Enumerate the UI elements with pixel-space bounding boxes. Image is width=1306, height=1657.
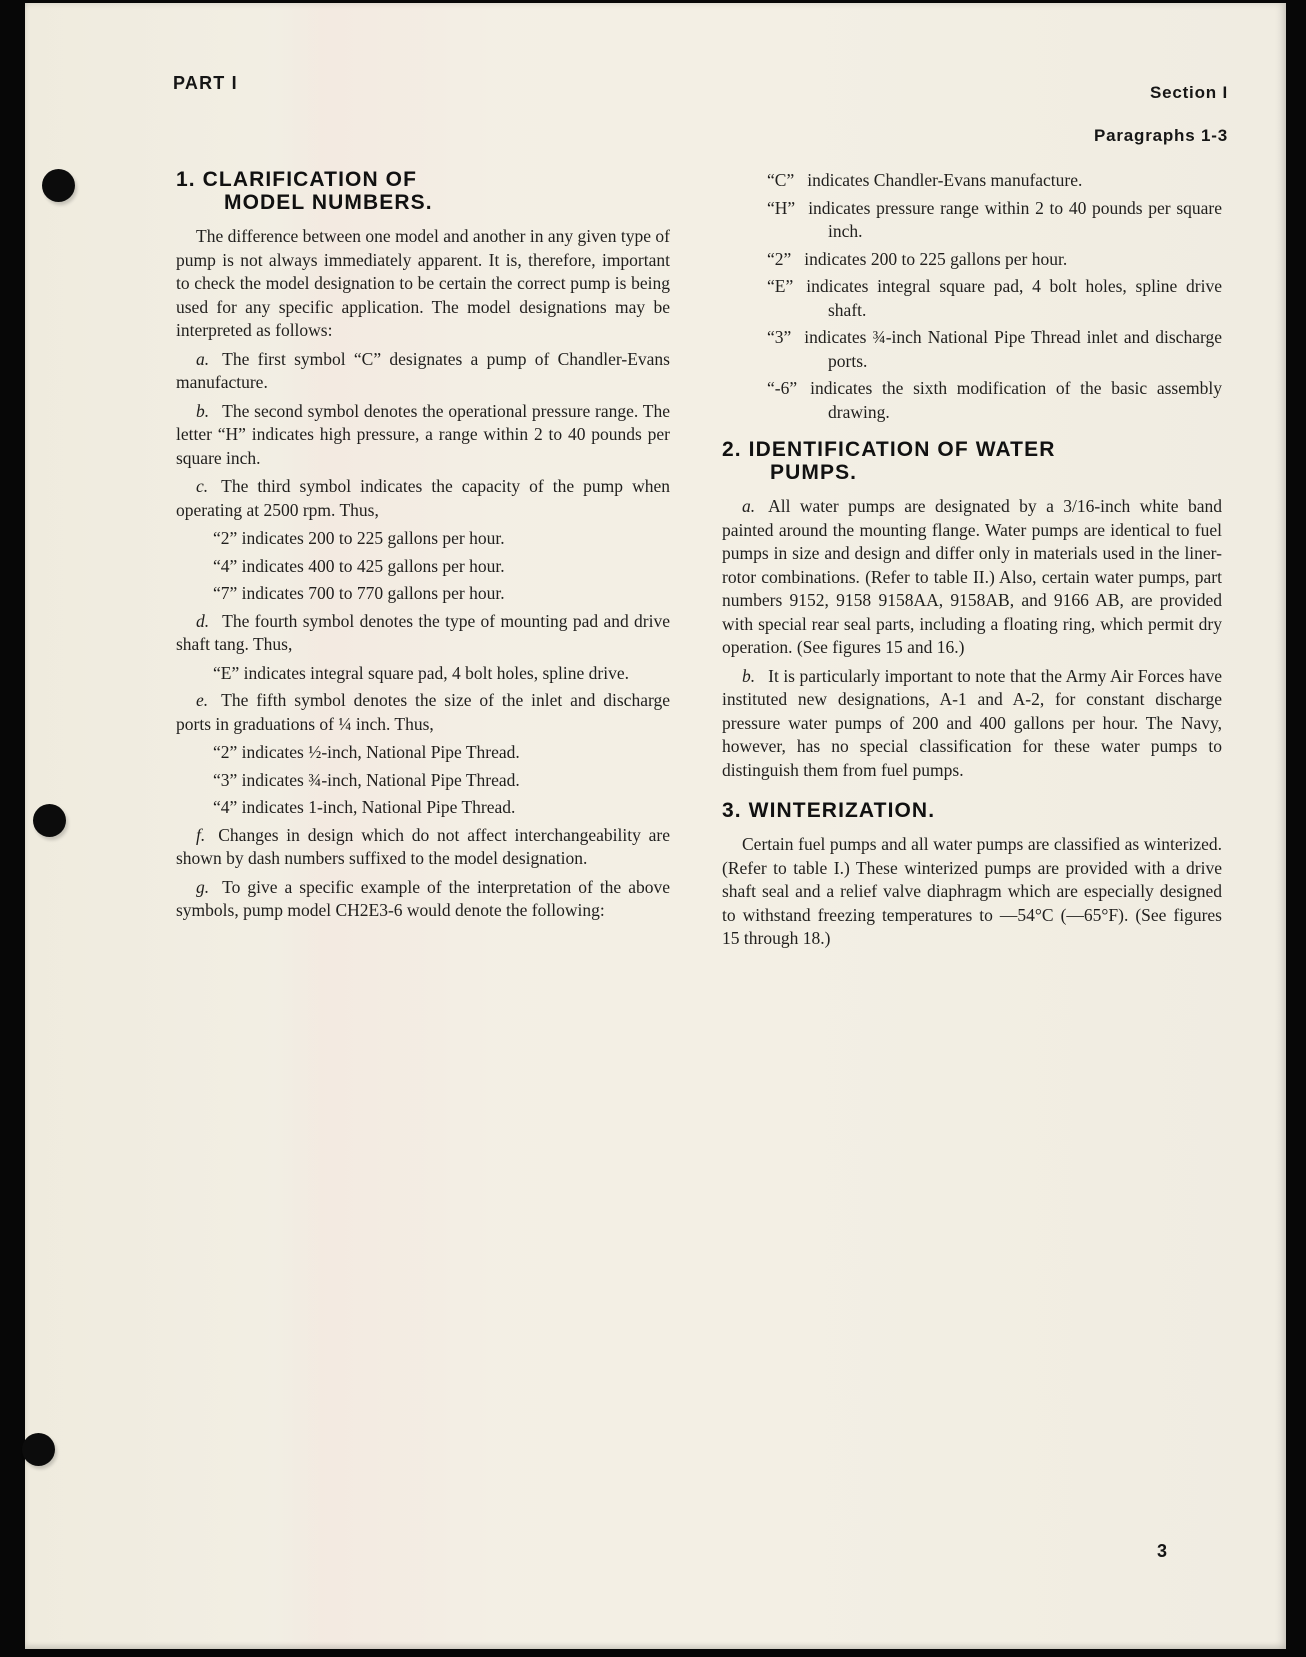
item-marker: b. (196, 400, 210, 421)
symbol-text: indicates pressure range within 2 to 40 pounds per square inch. (808, 197, 1222, 241)
sub-item: “3” indicates ¾-inch, National Pipe Thread. (213, 769, 520, 790)
clarification-heading: 1. CLARIFICATION OF MODEL NUMBERS. (176, 168, 433, 214)
item-marker: g. (196, 876, 210, 897)
item-text: The third symbol indicates the capacity of the pump when operating at 2500 rpm. Thus, (176, 476, 670, 520)
item-marker: c. (196, 476, 209, 496)
item-c (176, 475, 670, 522)
sub-item: “4” indicates 1-inch, National Pipe Thread. (213, 797, 516, 817)
item-d (176, 610, 670, 657)
sub-item: “E” indicates integral square pad, 4 bolt holes, spline drive. (213, 662, 629, 683)
symbol: “C” (767, 170, 795, 190)
section-label: Section I (1149, 83, 1228, 102)
item-text: All water pumps are designated by a 3/16-inch white band painted around the mounting flange. Water pumps are identical to fuel pumps in size and design and differ only in materials used in the liner-rotor combinations. (Refer to table II.) Also, certain water pumps, part numbers 9152, 9158 9158AA, 9158AB, and 9166 AB, are provided with special rear seal parts, including a floating ring, which permit dry operation. (See figures 15 and 16.) (722, 496, 1222, 657)
symbol: “H” (767, 197, 796, 218)
item-marker: e. (196, 690, 209, 710)
symbol: “-6” (767, 378, 798, 398)
item-a (722, 495, 1222, 660)
symbol-list-item (722, 275, 1222, 322)
sub-item: “2” indicates ½-inch, National Pipe Thread. (213, 742, 520, 762)
symbol-text: indicates 200 to 225 gallons per hour. (804, 248, 1068, 269)
item-text: The first symbol “C” designates a pump of Chandler-Evans manufacture. (176, 348, 670, 392)
body-paragraph: Certain fuel pumps and all water pumps are classified as winterized. (Refer to table I.) These winterized pumps are provided with a drive shaft seal and a relief valve diaphragm which are especially designed to withstand freezing temperatures to —54°C (—65°F). (See figures 15 through 18.) (722, 834, 1222, 948)
item-e (176, 689, 670, 736)
page-number: 3 (1157, 1541, 1168, 1561)
symbol-text: indicates integral square pad, 4 bolt holes, spline drive shaft. (806, 276, 1222, 320)
item-text: It is particularly important to note that the Army Air Forces have instituted new designations, A-1 and A-2, for constant discharge pressure water pumps of 200 and 400 gallons per hour. The Navy, however, has no special classification for these water pumps to distinguish them from fuel pumps. (722, 665, 1222, 780)
symbol-list-item (722, 377, 1222, 424)
symbol: “2” (767, 248, 792, 269)
identification-heading: 2. IDENTIFICATION OF WATER PUMPS. (722, 438, 1056, 484)
paragraphs-label: Paragraphs 1-3 (1093, 126, 1228, 145)
sub-item: “2” indicates 200 to 225 gallons per hour. (213, 528, 505, 548)
item-marker: b. (742, 665, 756, 686)
item-b (176, 400, 670, 471)
item-text: The fifth symbol denotes the size of the inlet and discharge ports in graduations of ¼ inch. Thus, (176, 690, 670, 734)
symbol-text: indicates ¾-inch National Pipe Thread inlet and discharge ports. (804, 327, 1222, 371)
symbol: “E” (767, 276, 794, 296)
symbol-list-item (722, 248, 1222, 272)
symbol-text: indicates the sixth modification of the basic assembly drawing. (810, 378, 1222, 422)
sub-item: “7” indicates 700 to 770 gallons per hour. (213, 583, 505, 603)
part-label: PART I (173, 73, 238, 93)
punch-hole (42, 169, 75, 202)
item-text: The fourth symbol denotes the type of mounting pad and drive shaft tang. Thus, (176, 610, 670, 654)
symbol: “3” (767, 327, 792, 347)
winterization-heading: 3. WINTERIZATION. (722, 799, 936, 822)
item-text: Changes in design which do not affect interchangeability are shown by dash numbers suffixed to the model designation. (176, 824, 670, 868)
punch-hole (33, 804, 66, 837)
symbol-list-item (722, 197, 1222, 244)
item-b (722, 665, 1222, 783)
punch-hole (22, 1433, 55, 1466)
item-marker: a. (196, 348, 210, 369)
symbol-list-item (722, 169, 1222, 193)
sub-item: “4” indicates 400 to 425 gallons per hour. (213, 555, 505, 576)
right-column (722, 169, 1222, 956)
item-text: The second symbol denotes the operational pressure range. The letter “H” indicates high pressure, a range within 2 to 40 pounds per square inch. (176, 400, 670, 468)
item-a (176, 348, 670, 395)
item-marker: a. (742, 496, 756, 516)
item-marker: d. (196, 610, 210, 631)
intro-paragraph: The difference between one model and another in any given type of pump is not always immediately apparent. It is, therefore, important to check the model designation to be certain the correct pump is being used for any specific application. The model designations may be interpreted as follows: (176, 226, 670, 340)
item-g (176, 876, 670, 923)
document-page (25, 3, 1286, 1649)
symbol-text: indicates Chandler-Evans manufacture. (807, 170, 1083, 190)
item-text: To give a specific example of the interpretation of the above symbols, pump model CH2E3-6 would denote the following: (176, 876, 670, 920)
left-column (176, 168, 670, 928)
item-marker: f. (196, 824, 206, 845)
header-right (1094, 83, 1228, 146)
item-f (176, 824, 670, 871)
symbol-list-item (722, 326, 1222, 373)
